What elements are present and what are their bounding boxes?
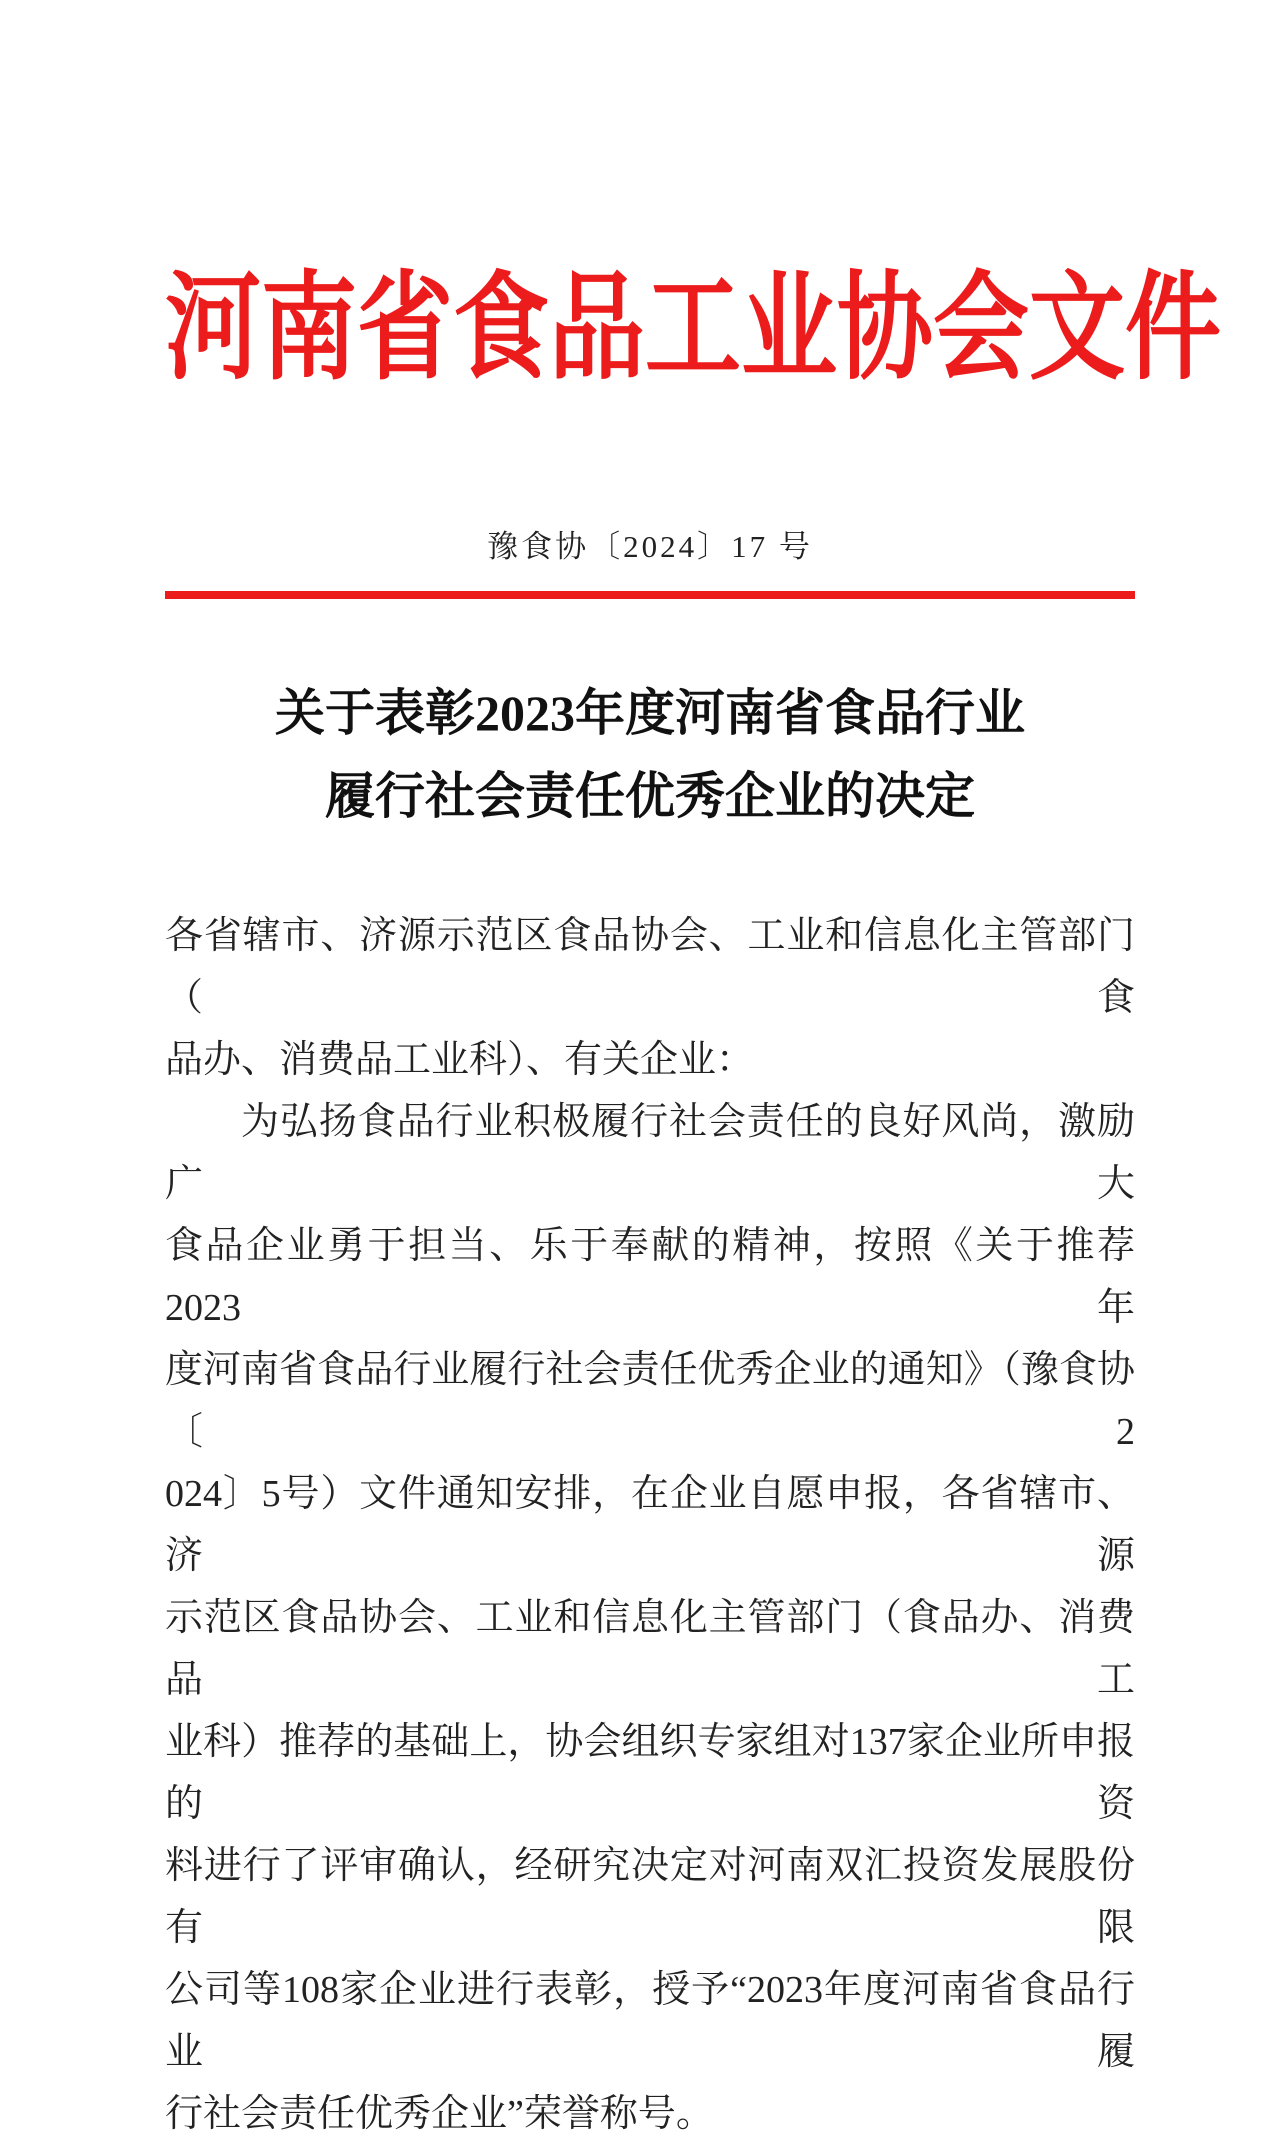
body-line: 料进行了评审确认，经研究决定对河南双汇投资发展股份有限 — [165, 1845, 1135, 1949]
body-line: 024〕5号）文件通知安排，在企业自愿申报，各省辖市、济源 — [165, 1473, 1135, 1577]
document-body — [165, 905, 1135, 2145]
body-line: 业科）推荐的基础上，协会组织专家组对137家企业所申报的资 — [165, 1721, 1135, 1825]
body-line: 示范区食品协会、工业和信息化主管部门（食品办、消费品工 — [165, 1597, 1135, 1701]
document-title-line2: 履行社会责任优秀企业的决定 — [325, 768, 975, 824]
body-line: 品办、消费品工业科）、有关企业： — [165, 1039, 755, 1081]
document-title-line1: 关于表彰2023年度河南省食品行业 — [275, 685, 1025, 741]
body-line: 度河南省食品行业履行社会责任优秀企业的通知》（豫食协〔2 — [165, 1349, 1135, 1453]
body-line: 行社会责任优秀企业”荣誉称号。 — [165, 2093, 714, 2135]
body-line: 公司等108家企业进行表彰，授予“2023年度河南省食品行业履 — [165, 1969, 1135, 2073]
document-header-title: 河南省食品工业协会文件 — [165, 263, 1221, 394]
body-line: 食品企业勇于担当、乐于奉献的精神，按照《关于推荐2023年 — [165, 1225, 1135, 1329]
body-line: 为弘扬食品行业积极履行社会责任的良好风尚，激励广大 — [165, 1101, 1135, 1205]
red-divider-line — [165, 591, 1135, 599]
document-title — [165, 672, 1135, 838]
body-line: 各省辖市、济源示范区食品协会、工业和信息化主管部门（食 — [165, 915, 1135, 1019]
document-number: 豫食协〔2024〕17 号 — [487, 529, 813, 564]
